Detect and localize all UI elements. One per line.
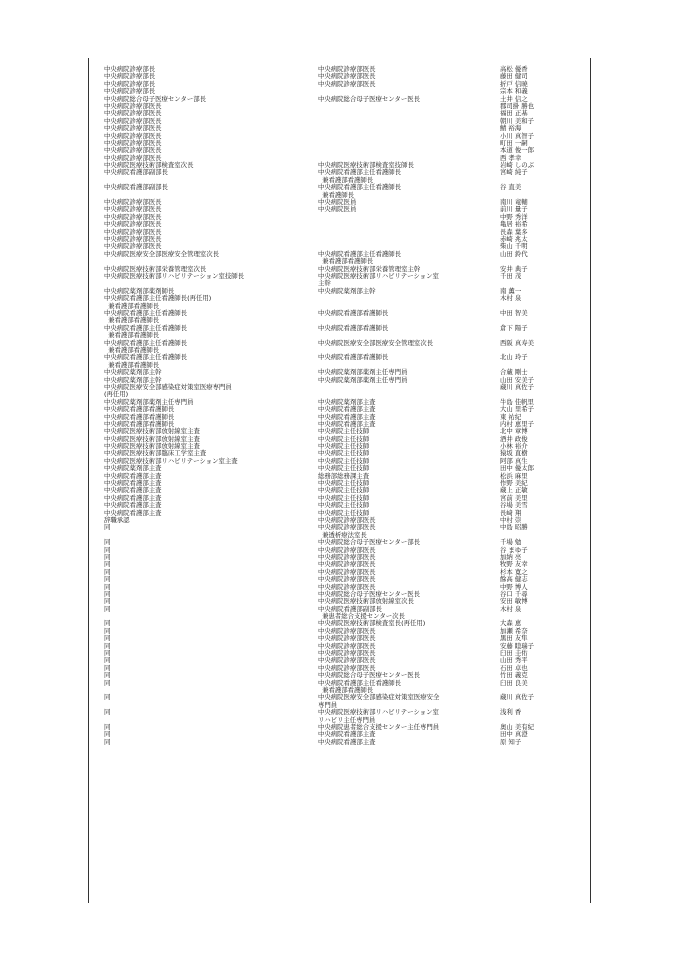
new-position: 中央病院主任技師 — [318, 442, 370, 451]
old-position: 同 — [104, 634, 111, 643]
new-position: 中央病院診療部医長 — [318, 634, 376, 643]
list-item — [104, 325, 564, 340]
new-position: 中央病院医療安全部感染症対策室医療安全 専門員 — [318, 693, 440, 709]
old-position: 中央病院看護部主任看護師長 兼看護部看護師長 — [104, 323, 188, 340]
old-position: 辞職承認 — [104, 515, 130, 524]
old-position: 中央病院薬剤部主査 — [104, 464, 162, 473]
old-position: 同 — [104, 538, 111, 547]
old-position: 中央病院医療技術部検査室次長 — [104, 161, 194, 170]
new-position: 中央病院看護部主査 — [318, 730, 376, 739]
old-position: 中央病院医療安全部感染症対策室医療専門員 (再任用) — [104, 382, 232, 399]
old-position: 同 — [104, 649, 111, 658]
person-name: 谷場 美雪 — [500, 501, 528, 510]
person-name: 亀居 裕希 — [500, 220, 528, 229]
person-name: 宗本 和義 — [500, 87, 528, 96]
person-name: 牧野 友幸 — [500, 560, 528, 569]
person-name: 朝川 美和子 — [500, 116, 534, 125]
new-position: 中央病院看護部主査 — [318, 419, 376, 428]
new-position: 中央病院主任技師 — [318, 486, 370, 495]
list-item — [104, 354, 564, 369]
new-position: 中央病院看護部主査 — [318, 737, 376, 746]
new-position: 中央病院主任技師 — [318, 449, 370, 458]
new-position: 中央病院主任技師 — [318, 434, 370, 443]
person-name: 合蔵 剛士 — [500, 368, 528, 377]
list-item — [104, 118, 564, 125]
new-position: 中央病院主任技師 — [318, 456, 370, 465]
person-name: 南 薫一 — [500, 286, 522, 295]
old-position: 中央病院診療部長 — [104, 79, 156, 88]
list-item — [104, 310, 564, 325]
list-item — [104, 739, 564, 746]
person-name: 大山 里希子 — [500, 405, 534, 414]
list-item — [104, 147, 564, 154]
person-name: 長﨑 翔 — [500, 508, 522, 517]
new-position: 中央病院医療技術部検査室技師長 — [318, 161, 414, 170]
new-position: 中央病院診療部医長 — [318, 79, 376, 88]
person-name: 加瀬 希奈 — [500, 626, 528, 635]
new-position: 中央病院総合母子医療センター医長 — [318, 94, 420, 103]
list-item — [104, 251, 564, 266]
list-item — [104, 214, 564, 221]
person-name: 岩崎 しのぶ — [500, 161, 534, 170]
right-margin-rule — [590, 58, 591, 903]
new-position: 中央病院薬剤部主幹 — [318, 286, 376, 295]
old-position: 同 — [104, 737, 111, 746]
new-position: 中央病院診療部医長 兼透析療法室長 — [318, 523, 376, 539]
old-position: 中央病院診療部長 — [104, 87, 156, 96]
person-name: 奥山 美有紀 — [500, 723, 534, 731]
new-position: 中央病院看護部看護師長 — [318, 353, 389, 362]
old-position: 中央病院診療部医長 — [104, 146, 162, 155]
old-position: 中央病院看護部主査 — [104, 486, 162, 495]
new-position: 中央病院看護部主任看護師長 兼看護部看護師長 — [318, 168, 402, 184]
personnel-list — [104, 66, 564, 746]
old-position: 中央病院診療部医長 — [104, 220, 162, 229]
person-name: 南川 竜輔 — [500, 198, 528, 207]
person-name: 小川 真智子 — [500, 131, 534, 140]
old-position: 同 — [104, 597, 111, 606]
person-name: 山田 鈴代 — [500, 249, 528, 258]
person-name: 猿坂 直樹 — [500, 449, 528, 458]
list-item — [104, 221, 564, 228]
old-position: 中央病院医療技術部臨床工学室主査 — [104, 449, 207, 458]
old-position: 同 — [104, 693, 111, 702]
person-name: 作野 美紀 — [500, 479, 528, 488]
person-name: 東 祐紀 — [500, 412, 522, 421]
list-item — [104, 133, 564, 140]
person-name: 阿部 真生 — [500, 456, 528, 465]
list-item — [104, 524, 564, 539]
person-name: 黒田 友隼 — [500, 634, 528, 643]
old-position: 中央病院薬剤部主幹 — [104, 368, 162, 377]
person-name: 木村 泉 — [500, 294, 522, 303]
new-position: 中央病院薬剤部主査 — [318, 397, 376, 406]
old-position: 中央病院看護部副部長 — [104, 183, 168, 192]
person-name: 郡司掛 勝也 — [500, 101, 534, 110]
new-position: 中央病院診療部医長 — [318, 545, 376, 554]
person-name: 千場 勉 — [500, 538, 522, 547]
person-name: 内村 恵里子 — [500, 419, 534, 428]
person-name: 木村 泉 — [500, 604, 522, 613]
old-position: 中央病院看護部主査 — [104, 479, 162, 488]
old-position: 中央病院医療技術部栄養管理室次長 — [104, 264, 207, 273]
new-position: 中央病院診療部医長 — [318, 515, 376, 524]
old-position: 同 — [104, 678, 111, 687]
old-position: 同 — [104, 545, 111, 554]
old-position: 同 — [104, 582, 111, 591]
person-name: 鯖 裕海 — [500, 124, 522, 133]
new-position: 中央病院看護部主任看護師長 兼看護部看護師長 — [318, 249, 402, 266]
new-position: 中央病院診療部医長 — [318, 560, 376, 569]
person-name: 山田 秀平 — [500, 656, 528, 665]
new-position: 中央病院医療技術部検査室長(再任用) — [318, 619, 426, 628]
person-name: 本道 俊一郎 — [500, 146, 534, 155]
new-position: 中央病院医療技術部栄養管理室主幹 — [318, 264, 421, 273]
person-name: 中田 智美 — [500, 308, 528, 317]
old-position: 中央病院薬剤部薬剤主任専門員 — [104, 397, 194, 406]
new-position: 中央病院総合母子医療センター医長 — [318, 589, 420, 598]
old-position: 中央病院看護部主査 — [104, 493, 162, 502]
old-position: 同 — [104, 552, 111, 561]
list-item — [104, 140, 564, 147]
person-name: 藤田 健司 — [500, 72, 528, 81]
person-name: 大森 恵 — [500, 619, 522, 628]
new-position: 中央病院診療部医長 — [318, 567, 376, 576]
old-position: 中央病院薬剤部薬剤師長 — [104, 286, 175, 295]
person-name: 高松 優香 — [500, 65, 528, 73]
person-name: 長森 葉多 — [500, 227, 528, 236]
old-position: 同 — [104, 626, 111, 635]
list-item — [104, 273, 564, 288]
new-position: 中央病院主任技師 — [318, 493, 370, 502]
old-position: 同 — [104, 656, 111, 665]
new-position: 中央病院医療技術部放射線室次長 — [318, 597, 414, 606]
old-position: 中央病院看護部主査 — [104, 471, 162, 480]
person-name: 中野 秀洋 — [500, 212, 528, 221]
person-name: 原 知子 — [500, 737, 522, 746]
new-position: 中央病院主任技師 — [318, 427, 370, 436]
old-position: 中央病院診療部医長 — [104, 198, 162, 207]
new-position: 中央病院看護部主査 — [318, 412, 376, 421]
person-name: 蔵川 真佐子 — [500, 693, 534, 702]
person-name: 安藤 睦瑞子 — [500, 641, 534, 650]
old-position: 中央病院看護部副部長 — [104, 168, 168, 177]
person-name: 倉下 陽子 — [500, 323, 528, 332]
old-position: 中央病院医療技術部放射線室主査 — [104, 434, 200, 443]
list-item — [104, 81, 564, 88]
new-position: 中央病院総合母子医療センター部長 — [318, 538, 420, 547]
person-name: 石田 卓也 — [500, 663, 528, 672]
old-position: 中央病院医療安全部医療安全管理室次長 — [104, 249, 220, 258]
person-name: 中村 崇 — [500, 515, 522, 524]
person-name: 安井 典子 — [500, 264, 528, 273]
new-position: 中央病院医員 — [318, 205, 357, 214]
person-name: 西阪 真寿美 — [500, 338, 534, 347]
old-position: 中央病院看護部主任看護師長(再任用) 兼看護部看護師長 — [104, 294, 212, 310]
person-name: 牛島 佳帆里 — [500, 397, 534, 406]
person-name: 谷 直美 — [500, 183, 522, 192]
person-name: 酒井 政俊 — [500, 434, 528, 443]
old-position: 中央病院総合母子医療センター部長 — [104, 94, 206, 103]
person-name: 田中 優太郎 — [500, 464, 534, 473]
new-position: 中央病院看護部主任看護師長 兼看護部看護師長 — [318, 678, 402, 695]
person-name: 中野 博人 — [500, 582, 528, 591]
new-position: 総務部総務課主査 — [318, 471, 370, 480]
new-position: 中央病院医員 — [318, 198, 357, 207]
new-position: 中央病院看護部看護師長 — [318, 308, 389, 317]
person-name: 臼田 良美 — [500, 678, 528, 687]
person-name: 小林 裕介 — [500, 442, 528, 451]
old-position: 中央病院診療部医長 — [104, 124, 162, 133]
new-position: 中央病院薬剤部薬剤主任専門員 — [318, 375, 408, 384]
new-position: 中央病院医療技術部リハビリテーション室 主幹 — [318, 271, 439, 288]
old-position: 同 — [104, 641, 111, 650]
person-name: 蔵上 正敏 — [500, 486, 528, 495]
list-item — [104, 229, 564, 236]
old-position: 中央病院看護部主任看護師長 兼看護部看護師長 — [104, 338, 188, 354]
list-item — [104, 694, 564, 709]
old-position: 同 — [104, 619, 111, 628]
old-position: 同 — [104, 567, 111, 576]
list-item — [104, 125, 564, 132]
new-position: 中央病院主任技師 — [318, 501, 370, 510]
old-position: 同 — [104, 730, 111, 739]
person-name: 北山 玲子 — [500, 353, 528, 362]
list-item — [104, 184, 564, 199]
list-item — [104, 295, 564, 310]
new-position: 中央病院医療安全部医療安全管理室次長 — [318, 338, 434, 347]
old-position: 中央病院診療部長 — [104, 65, 156, 73]
new-position: 中央病院看護部看護師長 — [318, 323, 389, 332]
old-position: 同 — [104, 671, 111, 680]
old-position: 中央病院医療技術部リハビリテーション室技師長 — [104, 271, 245, 280]
old-position: 中央病院診療部医長 — [104, 101, 162, 110]
new-position: 中央病院診療部医長 — [318, 582, 376, 591]
old-position: 中央病院診療部医長 — [104, 235, 162, 244]
person-name: 柴山 千明 — [500, 242, 528, 251]
list-item — [104, 110, 564, 117]
new-position: 中央病院診療部医長 — [318, 65, 376, 73]
old-position: 中央病院診療部医長 — [104, 212, 162, 221]
person-name: 千田 茂 — [500, 271, 522, 280]
person-name: 西 孝幸 — [500, 153, 522, 162]
old-position: 中央病院診療部医長 — [104, 242, 162, 251]
old-position: 中央病院看護部主任看護師長 兼看護部看護師長 — [104, 353, 188, 369]
person-name: 福田 正基 — [500, 109, 528, 118]
person-name: 北中 章博 — [500, 427, 528, 436]
old-position: 同 — [104, 523, 111, 532]
person-name: 赤崎 兆太 — [500, 235, 528, 244]
person-name: 宮前 美里 — [500, 493, 528, 502]
new-position: 中央病院診療部医長 — [318, 72, 376, 81]
new-position: 中央病院主任技師 — [318, 479, 370, 488]
old-position: 同 — [104, 663, 111, 672]
new-position: 中央病院診療部医長 — [318, 626, 376, 635]
person-name: 田中 真澄 — [500, 730, 528, 739]
new-position: 中央病院診療部医長 — [318, 641, 376, 650]
old-position: 中央病院看護部看護師長 — [104, 419, 175, 428]
new-position: 中央病院看護部主任看護師長 兼看護師長 — [318, 183, 402, 199]
list-item — [104, 103, 564, 110]
new-position: 中央病院診療部医長 — [318, 575, 376, 584]
new-position: 中央病院診療部医長 — [318, 552, 376, 561]
person-name: 竹田 義克 — [500, 671, 528, 680]
person-name: 加納 亮 — [500, 552, 522, 561]
old-position: 中央病院看護部主査 — [104, 501, 162, 510]
person-name: 町田 一嗣 — [500, 138, 528, 147]
old-position: 中央病院医療技術部リハビリテーション室主査 — [104, 456, 238, 465]
person-name: 谷 まゆ子 — [500, 545, 528, 554]
old-position: 中央病院診療部医長 — [104, 227, 162, 236]
old-position: 中央病院看護部看護師長 — [104, 412, 175, 421]
old-position: 同 — [104, 560, 111, 569]
old-position: 中央病院薬剤部主幹 — [104, 375, 162, 384]
old-position: 中央病院医療技術部放射線室主査 — [104, 442, 200, 451]
new-position: 中央病院薬剤部薬剤主任専門員 — [318, 368, 408, 377]
old-position: 中央病院看護部主査 — [104, 508, 162, 517]
left-margin-rule — [88, 58, 89, 903]
new-position: 中央病院医療技術部リハビリテーション室 リハビリ主任専門員 — [318, 708, 439, 724]
old-position: 中央病院診療部医長 — [104, 138, 162, 147]
old-position: 同 — [104, 589, 111, 598]
old-position: 中央病院看護部主任看護師長 兼看護部看護師長 — [104, 308, 188, 325]
list-item — [104, 236, 564, 243]
old-position: 中央病院看護部看護師長 — [104, 405, 175, 414]
person-name: 安田 敏博 — [500, 597, 528, 606]
new-position: 中央病院患者総合支援センター主任専門員 — [318, 723, 440, 731]
new-position: 中央病院診療部医長 — [318, 656, 376, 665]
old-position: 同 — [104, 723, 111, 731]
person-name: 松浜 麻里 — [500, 471, 528, 480]
person-name: 浅利 香 — [500, 708, 522, 717]
old-position: 中央病院医療技術部放射線室主査 — [104, 427, 200, 436]
person-name: 宮崎 純子 — [500, 168, 528, 177]
old-position: 中央病院診療部長 — [104, 72, 156, 81]
person-name: 蔵川 真佐子 — [500, 382, 534, 391]
person-name: 中島 昭勝 — [500, 523, 528, 532]
list-item — [104, 384, 564, 399]
person-name: 土井 信之 — [500, 94, 528, 103]
old-position: 中央病院診療部医長 — [104, 205, 162, 214]
new-position: 中央病院診療部医長 — [318, 649, 376, 658]
list-item — [104, 206, 564, 213]
old-position: 同 — [104, 708, 111, 717]
new-position: 中央病院看護部主査 — [318, 405, 376, 414]
list-item — [104, 709, 564, 724]
new-position: 中央病院診療部医長 — [318, 663, 376, 672]
old-position: 中央病院診療部医長 — [104, 153, 162, 162]
list-item — [104, 96, 564, 103]
new-position: 中央病院主任技師 — [318, 508, 370, 517]
person-name: 前川 量子 — [500, 205, 528, 214]
old-position: 同 — [104, 575, 111, 584]
person-name: 谷口 千尋 — [500, 589, 528, 598]
new-position: 中央病院看護部副部長 兼患者総合支援センター次長 — [318, 604, 405, 621]
old-position: 中央病院診療部医長 — [104, 131, 162, 140]
person-name: 杉本 寛之 — [500, 567, 528, 576]
person-name: 山田 安美子 — [500, 375, 534, 384]
new-position: 中央病院総合母子医療センター医長 — [318, 671, 420, 680]
old-position: 同 — [104, 604, 111, 613]
person-name: 餘高 健志 — [500, 575, 528, 584]
old-position: 中央病院診療部医長 — [104, 109, 162, 118]
new-position: 中央病院主任技師 — [318, 464, 370, 473]
old-position: 中央病院診療部医長 — [104, 116, 162, 125]
person-name: 折戸 信暁 — [500, 79, 528, 88]
person-name: 臼田 圭佑 — [500, 649, 528, 658]
